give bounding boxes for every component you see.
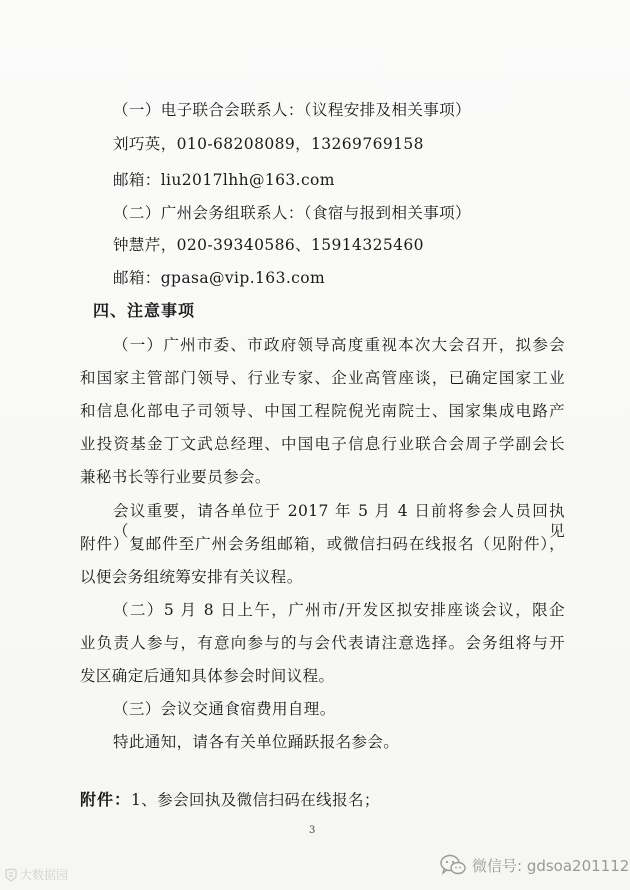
contact-heading-2: （二）广州会务组联系人：（食宿与报到相关事项） (113, 204, 471, 222)
contact-email-2: 邮箱：gpasa@vip.163.com (113, 269, 326, 287)
attachment-label: 附件： (80, 790, 132, 809)
contact-email-1: 邮箱：liu2017lhh@163.com (113, 171, 335, 189)
paragraph-line: 和信息化部电子司领导、中国工程院倪光南院士、国家集成电路产 (80, 402, 565, 420)
page-number: 3 (309, 825, 316, 836)
paragraph-line: 业投资基金丁文武总经理、中国电子信息行业联合会周子学副会长 (80, 435, 565, 453)
attachment-text: 1、参会回执及微信扫码在线报名； (131, 791, 380, 809)
paragraph-line: 发区确定后通知具体参会时间议程。 (80, 667, 335, 685)
paragraph-line: 附件）复邮件至广州会务组邮箱，或微信扫码在线报名（见附件）， (80, 535, 565, 553)
section-heading: 四、注意事项 (93, 301, 196, 320)
contact-info-1: 刘巧英，010-68208089，13269769158 (113, 135, 424, 153)
paragraph-line: （二）5 月 8 日上午，广州市/开发区拟安排座谈会议，限企 (113, 601, 565, 619)
paragraph-line: （三）会议交通食宿费用自理。 (113, 700, 336, 718)
wechat-icon (440, 854, 466, 876)
logo-icon (4, 868, 18, 882)
contact-heading-1: （一）电子联合会联系人：（议程安排及相关事项） (113, 101, 471, 119)
watermark-left (4, 866, 68, 883)
paragraph-line: 兼秘书长等行业要员参会。 (80, 468, 271, 486)
watermark-right (440, 854, 629, 876)
paragraph-line: 和国家主管部门领导、行业专家、企业高管座谈，已确定国家工业 (80, 369, 565, 387)
contact-info-2: 钟慧芹，020-39340586、15914325460 (113, 236, 424, 254)
paragraph-line: 业负责人参与，有意向参与的与会代表请注意选择。会务组将与开 (80, 634, 565, 652)
paragraph-line: 会议重要，请各单位于 2017 年 5 月 4 日前将参会人员回执（见 (113, 502, 565, 540)
paragraph-line: 以便会务组统筹安排有关议程。 (80, 568, 303, 586)
paragraph-line: 特此通知，请各有关单位踊跃报名参会。 (113, 733, 400, 751)
watermark-left-text: 大数据园 (20, 868, 69, 882)
watermark-right-text: 微信号: gdsoa201112 (472, 856, 630, 875)
paragraph-line: （一）广州市委、市政府领导高度重视本次大会召开，拟参会 (113, 336, 565, 354)
attachment-line (80, 790, 380, 810)
